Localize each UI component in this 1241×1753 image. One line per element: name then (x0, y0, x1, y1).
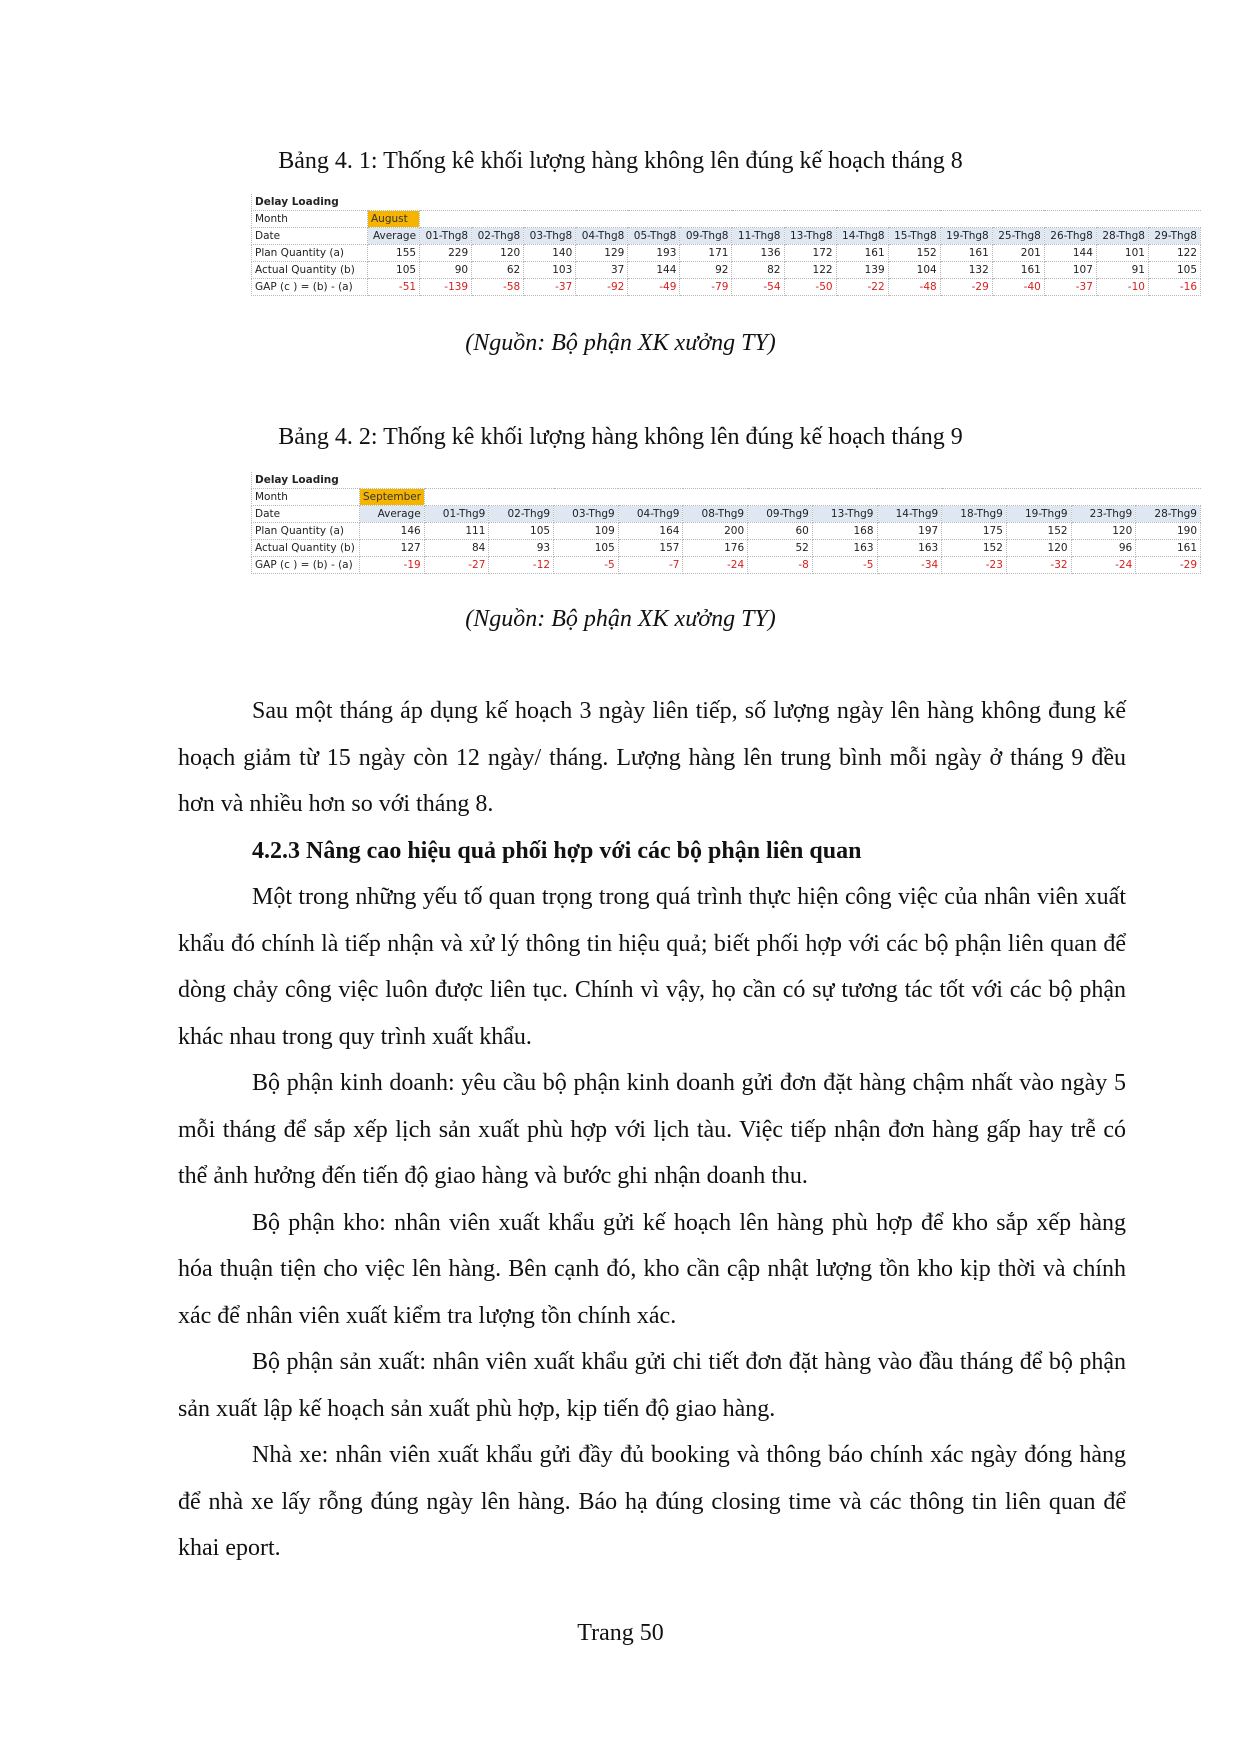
table-cell: 190 (1136, 523, 1201, 540)
empty-cell (732, 211, 784, 228)
table-cell: 127 (360, 540, 425, 557)
table-cell: 107 (1044, 262, 1096, 279)
empty-cell (420, 194, 472, 211)
empty-cell (784, 211, 836, 228)
column-header: 23-Thg9 (1071, 506, 1136, 523)
table-cell: -40 (992, 279, 1044, 296)
table-cell: -58 (472, 279, 524, 296)
empty-cell (1071, 489, 1136, 506)
table-cell: 109 (554, 523, 619, 540)
empty-cell (683, 472, 748, 489)
table-cell: 60 (748, 523, 813, 540)
empty-cell (940, 211, 992, 228)
paragraph-result: Sau một tháng áp dụng kế hoạch 3 ngày liên tiếp, số lượng ngày lên hàng không đung kế hoạch giảm từ 15 ngày còn 12 ngày/ tháng. Lượng hàng lên trung bình mỗi ngày ở tháng 9 đều hơn và nhiều hơn so với tháng 8. (178, 698, 1126, 817)
table-title-row (252, 194, 1201, 211)
empty-cell (1044, 194, 1096, 211)
column-header: 03-Thg8 (524, 228, 576, 245)
date-header-row (252, 506, 1201, 523)
column-header: 28-Thg9 (1136, 506, 1201, 523)
table-cell: -23 (942, 557, 1007, 574)
table-cell: -12 (489, 557, 554, 574)
table-row (252, 540, 1201, 557)
table-cell: -22 (836, 279, 888, 296)
column-header: 01-Thg8 (420, 228, 472, 245)
table-cell: -5 (812, 557, 877, 574)
empty-cell (1148, 194, 1200, 211)
month-row (252, 489, 1201, 506)
empty-cell (888, 194, 940, 211)
month-label: Month (252, 489, 360, 506)
table-cell: 52 (748, 540, 813, 557)
empty-cell (748, 489, 813, 506)
table-cell: 193 (628, 245, 680, 262)
paragraph-warehouse-dept: Bộ phận kho: nhân viên xuất khẩu gửi kế hoạch lên hàng phù hợp để kho sắp xếp hàng hóa thuận tiện cho việc lên hàng. Bên cạnh đó, kho cần cập nhật lượng tồn kho kịp thời và chính xác để nhân viên xuất kiểm tra lượng tồn chính xác. (178, 1209, 1126, 1329)
column-header: 03-Thg9 (554, 506, 619, 523)
table2-caption: Bảng 4. 2: Thống kê khối lượng hàng không lên đúng kế hoạch tháng 9 (278, 424, 963, 450)
table-cell: -49 (628, 279, 680, 296)
table-cell: -5 (554, 557, 619, 574)
empty-cell (940, 194, 992, 211)
column-header: 09-Thg9 (748, 506, 813, 523)
column-header: Average (368, 228, 420, 245)
table-cell: 197 (877, 523, 942, 540)
empty-cell (1096, 211, 1148, 228)
month-label: Month (252, 211, 368, 228)
column-header: 29-Thg8 (1148, 228, 1200, 245)
paragraph-coordination: Một trong những yếu tố quan trọng trong quá trình thực hiện công việc của nhân viên xuất khẩu đó chính là tiếp nhận và xử lý thông tin hiệu quả; biết phối hợp với các bộ phận liên quan để dòng chảy công việc luôn được liên tục. Chính vì vậy, họ cần có sự tương tác tốt với các bộ phận khác nhau trong quy trình xuất khẩu. (178, 884, 1126, 1050)
empty-cell (524, 211, 576, 228)
table-cell: 84 (424, 540, 489, 557)
empty-cell (992, 194, 1044, 211)
table-cell: -24 (1071, 557, 1136, 574)
table-cell: -16 (1148, 279, 1200, 296)
column-header: 19-Thg8 (940, 228, 992, 245)
table-cell: 129 (576, 245, 628, 262)
body-text (178, 688, 1126, 1572)
column-header: 26-Thg8 (1044, 228, 1096, 245)
table-cell: -139 (420, 279, 472, 296)
table1-source: (Nguồn: Bộ phận XK xưởng TY) (465, 330, 776, 356)
column-header: 11-Thg8 (732, 228, 784, 245)
table-cell: 96 (1071, 540, 1136, 557)
table-cell: 62 (472, 262, 524, 279)
table-row (252, 262, 1201, 279)
column-header: 13-Thg9 (812, 506, 877, 523)
paragraph-sales-dept: Bộ phận kinh doanh: yêu cầu bộ phận kinh doanh gửi đơn đặt hàng chậm nhất vào ngày 5 mỗi tháng để sắp xếp lịch sản xuất phù hợp với lịch tàu. Việc tiếp nhận đơn hàng gấp hay trễ có thể ảnh hưởng đến tiến độ giao hàng và bước ghi nhận doanh thu. (178, 1070, 1126, 1189)
empty-cell (1044, 211, 1096, 228)
table-cell: -34 (877, 557, 942, 574)
empty-cell (554, 472, 619, 489)
empty-cell (680, 194, 732, 211)
table-cell: 201 (992, 245, 1044, 262)
column-header: 04-Thg9 (618, 506, 683, 523)
table-cell: 101 (1096, 245, 1148, 262)
empty-cell (748, 472, 813, 489)
empty-cell (1006, 489, 1071, 506)
column-header: 13-Thg8 (784, 228, 836, 245)
table-cell: -29 (1136, 557, 1201, 574)
table-cell: 105 (368, 262, 420, 279)
table-cell: 104 (888, 262, 940, 279)
empty-cell (424, 472, 489, 489)
table-cell: -48 (888, 279, 940, 296)
row-label: Plan Quantity (a) (252, 523, 360, 540)
table-cell: 163 (877, 540, 942, 557)
empty-cell (942, 489, 1007, 506)
table-cell: 120 (1006, 540, 1071, 557)
empty-cell (489, 489, 554, 506)
table-cell: 152 (1006, 523, 1071, 540)
column-header: 09-Thg8 (680, 228, 732, 245)
table-cell: 155 (368, 245, 420, 262)
empty-cell (877, 489, 942, 506)
table-cell: 120 (472, 245, 524, 262)
table-cell: 122 (784, 262, 836, 279)
table2-source: (Nguồn: Bộ phận XK xưởng TY) (465, 606, 776, 632)
column-header: 01-Thg9 (424, 506, 489, 523)
empty-cell (472, 194, 524, 211)
table-cell: 105 (489, 523, 554, 540)
column-header: 05-Thg8 (628, 228, 680, 245)
table-cell: -24 (683, 557, 748, 574)
empty-cell (368, 194, 420, 211)
table-cell: 37 (576, 262, 628, 279)
table-cell: 103 (524, 262, 576, 279)
section-heading-4-2-3: 4.2.3 Nâng cao hiệu quả phối hợp với các bộ phận liên quan (252, 837, 862, 864)
table-row (252, 557, 1201, 574)
column-header: 28-Thg8 (1096, 228, 1148, 245)
table-cell: 105 (1148, 262, 1200, 279)
table-cell: 122 (1148, 245, 1200, 262)
empty-cell (812, 472, 877, 489)
empty-cell (1136, 489, 1201, 506)
table2-delay-loading-september (251, 472, 1201, 574)
table-cell: -19 (360, 557, 425, 574)
table-cell: 157 (618, 540, 683, 557)
empty-cell (877, 472, 942, 489)
empty-cell (942, 472, 1007, 489)
table-cell: -79 (680, 279, 732, 296)
table-cell: 90 (420, 262, 472, 279)
table-cell: -37 (524, 279, 576, 296)
table-cell: -10 (1096, 279, 1148, 296)
table-cell: -29 (940, 279, 992, 296)
empty-cell (424, 489, 489, 506)
table-row (252, 279, 1201, 296)
table-cell: 161 (992, 262, 1044, 279)
column-header: 19-Thg9 (1006, 506, 1071, 523)
table-cell: 140 (524, 245, 576, 262)
column-header: 18-Thg9 (942, 506, 1007, 523)
table1-delay-loading-august (251, 194, 1201, 296)
table-title-row (252, 472, 1201, 489)
empty-cell (680, 211, 732, 228)
empty-cell (784, 194, 836, 211)
table-cell: 105 (554, 540, 619, 557)
empty-cell (420, 211, 472, 228)
table-cell: 172 (784, 245, 836, 262)
table-cell: 168 (812, 523, 877, 540)
table-title: Delay Loading (252, 472, 360, 489)
table-cell: 163 (812, 540, 877, 557)
table-cell: 144 (628, 262, 680, 279)
table-cell: -27 (424, 557, 489, 574)
row-label: Actual Quantity (b) (252, 540, 360, 557)
table-row (252, 523, 1201, 540)
table-cell: -37 (1044, 279, 1096, 296)
date-header-row (252, 228, 1201, 245)
empty-cell (812, 489, 877, 506)
table-cell: 152 (888, 245, 940, 262)
empty-cell (489, 472, 554, 489)
table1-caption: Bảng 4. 1: Thống kê khối lượng hàng không lên đúng kế hoạch tháng 8 (278, 148, 963, 174)
empty-cell (554, 489, 619, 506)
table-cell: -50 (784, 279, 836, 296)
table-cell: 132 (940, 262, 992, 279)
empty-cell (1071, 472, 1136, 489)
empty-cell (992, 211, 1044, 228)
table-cell: 93 (489, 540, 554, 557)
table-cell: 136 (732, 245, 784, 262)
column-header: 08-Thg9 (683, 506, 748, 523)
row-label: GAP (c ) = (b) - (a) (252, 279, 368, 296)
table-cell: 175 (942, 523, 1007, 540)
table-cell: 171 (680, 245, 732, 262)
table-cell: 200 (683, 523, 748, 540)
table-cell: 229 (420, 245, 472, 262)
empty-cell (524, 194, 576, 211)
table-cell: 111 (424, 523, 489, 540)
table-cell: 144 (1044, 245, 1096, 262)
table-cell: 161 (940, 245, 992, 262)
column-header: 14-Thg8 (836, 228, 888, 245)
column-header: 02-Thg9 (489, 506, 554, 523)
table-cell: 161 (836, 245, 888, 262)
empty-cell (683, 489, 748, 506)
table-cell: -8 (748, 557, 813, 574)
paragraph-transport: Nhà xe: nhân viên xuất khẩu gửi đầy đủ booking và thông báo chính xác ngày đóng hàng để nhà xe lấy rỗng đúng ngày lên hàng. Báo hạ đúng closing time và các thông tin liên quan để khai eport. (178, 1442, 1126, 1561)
row-label: Plan Quantity (a) (252, 245, 368, 262)
paragraph-production-dept: Bộ phận sản xuất: nhân viên xuất khẩu gửi chi tiết đơn đặt hàng vào đầu tháng để bộ phận sản xuất lập kế hoạch sản xuất phù hợp, kịp tiến độ giao hàng. (178, 1349, 1126, 1422)
table-cell: 91 (1096, 262, 1148, 279)
row-label: Actual Quantity (b) (252, 262, 368, 279)
empty-cell (1136, 472, 1201, 489)
column-header: 04-Thg8 (576, 228, 628, 245)
empty-cell (628, 211, 680, 228)
empty-cell (472, 211, 524, 228)
date-label: Date (252, 506, 360, 523)
table-title: Delay Loading (252, 194, 368, 211)
empty-cell (732, 194, 784, 211)
empty-cell (1006, 472, 1071, 489)
date-label: Date (252, 228, 368, 245)
column-header: 14-Thg9 (877, 506, 942, 523)
table-cell: 152 (942, 540, 1007, 557)
table-cell: 164 (618, 523, 683, 540)
column-header: 15-Thg8 (888, 228, 940, 245)
table-cell: -92 (576, 279, 628, 296)
month-row (252, 211, 1201, 228)
page-number: Trang 50 (577, 1620, 664, 1646)
table-cell: 146 (360, 523, 425, 540)
empty-cell (618, 489, 683, 506)
column-header: 02-Thg8 (472, 228, 524, 245)
table-cell: 139 (836, 262, 888, 279)
month-value: August (368, 211, 420, 228)
table-cell: 161 (1136, 540, 1201, 557)
month-value: September (360, 489, 425, 506)
empty-cell (576, 194, 628, 211)
table-cell: -54 (732, 279, 784, 296)
table-cell: -32 (1006, 557, 1071, 574)
empty-cell (1096, 194, 1148, 211)
table-row (252, 245, 1201, 262)
row-label: GAP (c ) = (b) - (a) (252, 557, 360, 574)
empty-cell (836, 211, 888, 228)
empty-cell (628, 194, 680, 211)
column-header: 25-Thg8 (992, 228, 1044, 245)
empty-cell (836, 194, 888, 211)
table-cell: -51 (368, 279, 420, 296)
table-cell: 82 (732, 262, 784, 279)
empty-cell (1148, 211, 1200, 228)
table-cell: 92 (680, 262, 732, 279)
empty-cell (618, 472, 683, 489)
empty-cell (576, 211, 628, 228)
empty-cell (360, 472, 425, 489)
table-cell: -7 (618, 557, 683, 574)
empty-cell (888, 211, 940, 228)
column-header: Average (360, 506, 425, 523)
table-cell: 120 (1071, 523, 1136, 540)
table-cell: 176 (683, 540, 748, 557)
